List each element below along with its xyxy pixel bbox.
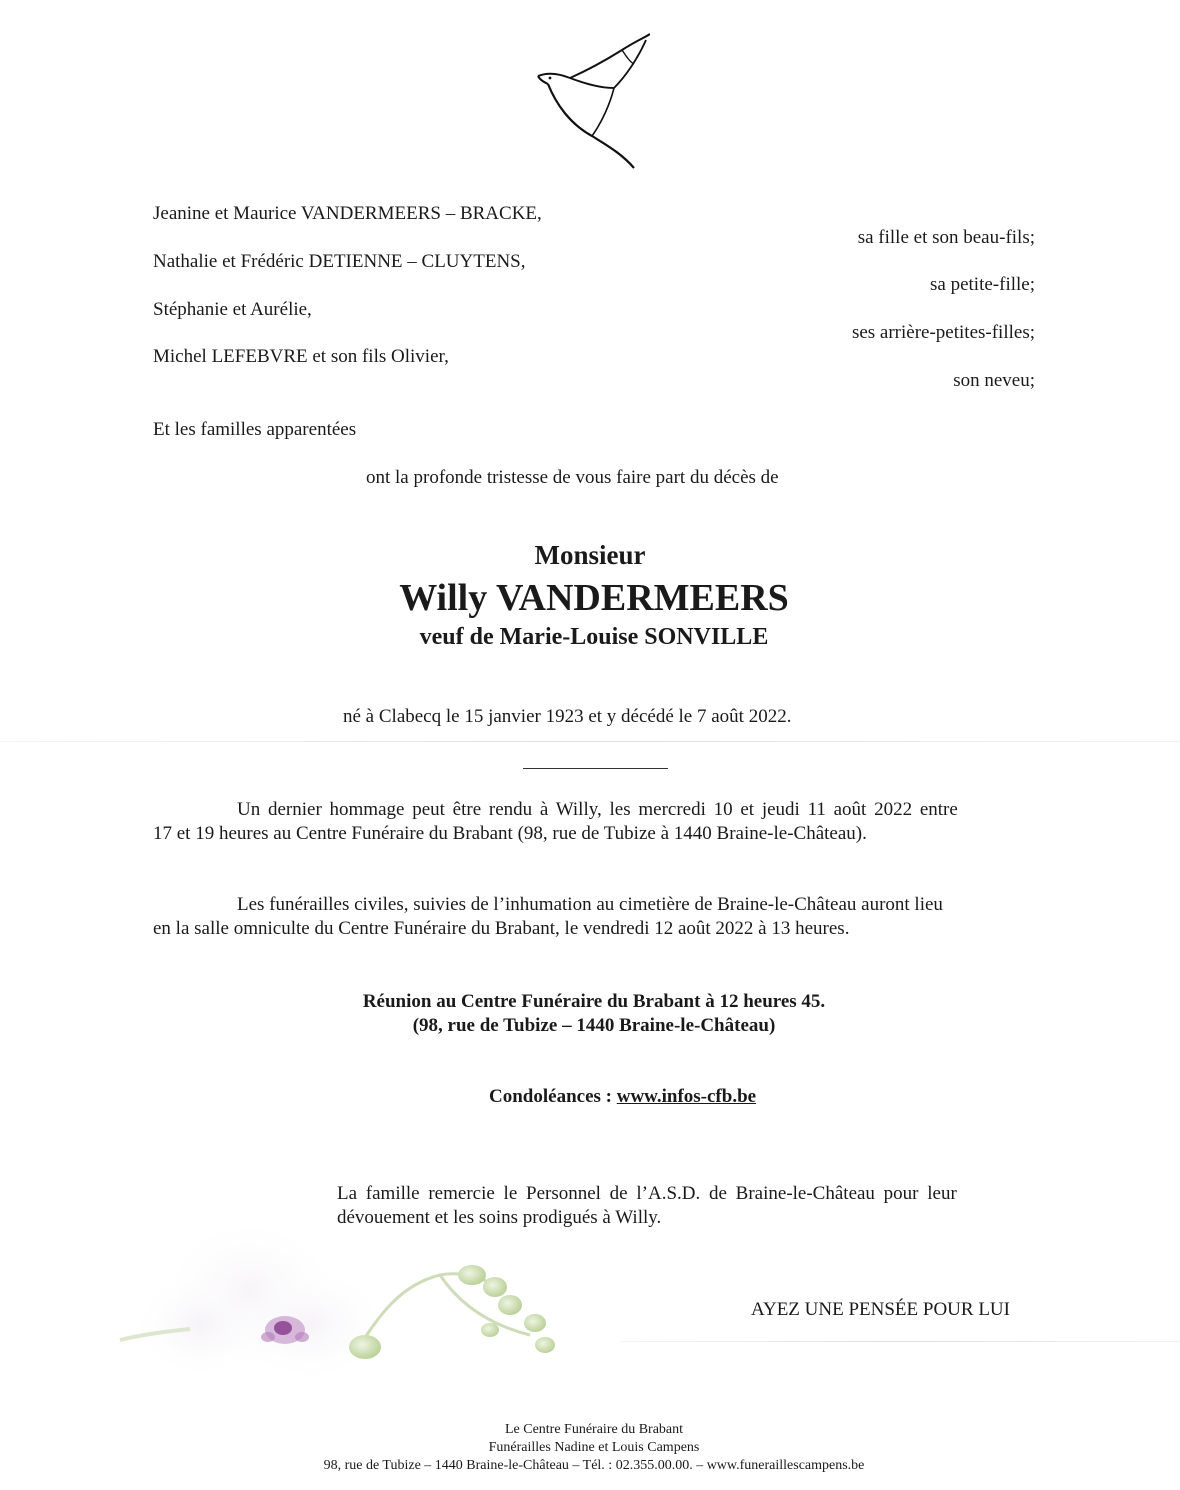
family-relation-2: sa petite-fille;	[930, 274, 1035, 295]
family-relation-4: son neveu;	[953, 370, 1035, 391]
funeral-line-1: Les funérailles civiles, suivies de l’inhumation au cimetière de Braine-le-Château auront lieu	[237, 894, 943, 915]
condolences-label: Condoléances :	[489, 1086, 612, 1107]
closing-line: AYEZ UNE PENSÉE POUR LUI	[751, 1299, 1010, 1320]
separator-line	[523, 768, 668, 769]
family-relation-3: ses arrière-petites-filles;	[851, 322, 1035, 343]
footer-line-2: Funérailles Nadine et Louis Campens	[488, 1440, 700, 1455]
footer-line-1: Le Centre Funéraire du Brabant	[504, 1422, 684, 1437]
family-relation-1: sa fille et son beau-fils;	[857, 227, 1035, 248]
deceased-name: Willy VANDERMEERS	[399, 577, 789, 619]
condolences-link[interactable]: www.infos-cfb.be	[616, 1086, 757, 1107]
family-name-4: Michel LEFEBVRE et son fils Olivier,	[153, 346, 449, 367]
tribute-line-2: 17 et 19 heures au Centre Funéraire du Brabant (98, rue de Tubize à 1440 Braine-le-Château).	[153, 823, 867, 844]
orchid-decoration	[80, 1205, 600, 1405]
tribute-line-1: Un dernier hommage peut être rendu à Willy, les mercredi 10 et jeudi 11 août 2022 entre	[237, 799, 958, 820]
condolences-line	[489, 1085, 756, 1109]
families-line: Et les familles apparentées	[153, 419, 357, 440]
thanks-line-2: dévouement et les soins prodigués à Willy.	[337, 1207, 662, 1228]
page-fold-line-lower	[620, 1341, 1180, 1342]
family-name-3: Stéphanie et Aurélie,	[153, 299, 312, 320]
dove-icon	[530, 32, 650, 170]
thanks-line-1: La famille remercie le Personnel de l’A.S.D. de Braine-le-Château pour leur	[337, 1183, 957, 1204]
page-fold-line	[0, 741, 1180, 742]
deceased-widow-of: veuf de Marie-Louise SONVILLE	[419, 624, 769, 650]
meeting-line-2: (98, rue de Tubize – 1440 Braine-le-Château)	[412, 1015, 776, 1036]
birth-death-line: né à Clabecq le 15 janvier 1923 et y décédé le 7 août 2022.	[343, 706, 792, 727]
family-name-1: Jeanine et Maurice VANDERMEERS – BRACKE,	[153, 203, 542, 224]
meeting-line-1: Réunion au Centre Funéraire du Brabant à 12 heures 45.	[362, 991, 826, 1012]
deceased-title: Monsieur	[534, 540, 646, 570]
funeral-line-2: en la salle omniculte du Centre Funéraire du Brabant, le vendredi 12 août 2022 à 13 heures.	[153, 918, 850, 939]
announcement: ont la profonde tristesse de vous faire part du décès de	[366, 467, 779, 488]
family-name-2: Nathalie et Frédéric DETIENNE – CLUYTENS,	[153, 251, 526, 272]
footer-line-3: 98, rue de Tubize – 1440 Braine-le-Château – Tél. : 02.355.00.00. – www.funeraillescampens.be	[323, 1458, 865, 1473]
